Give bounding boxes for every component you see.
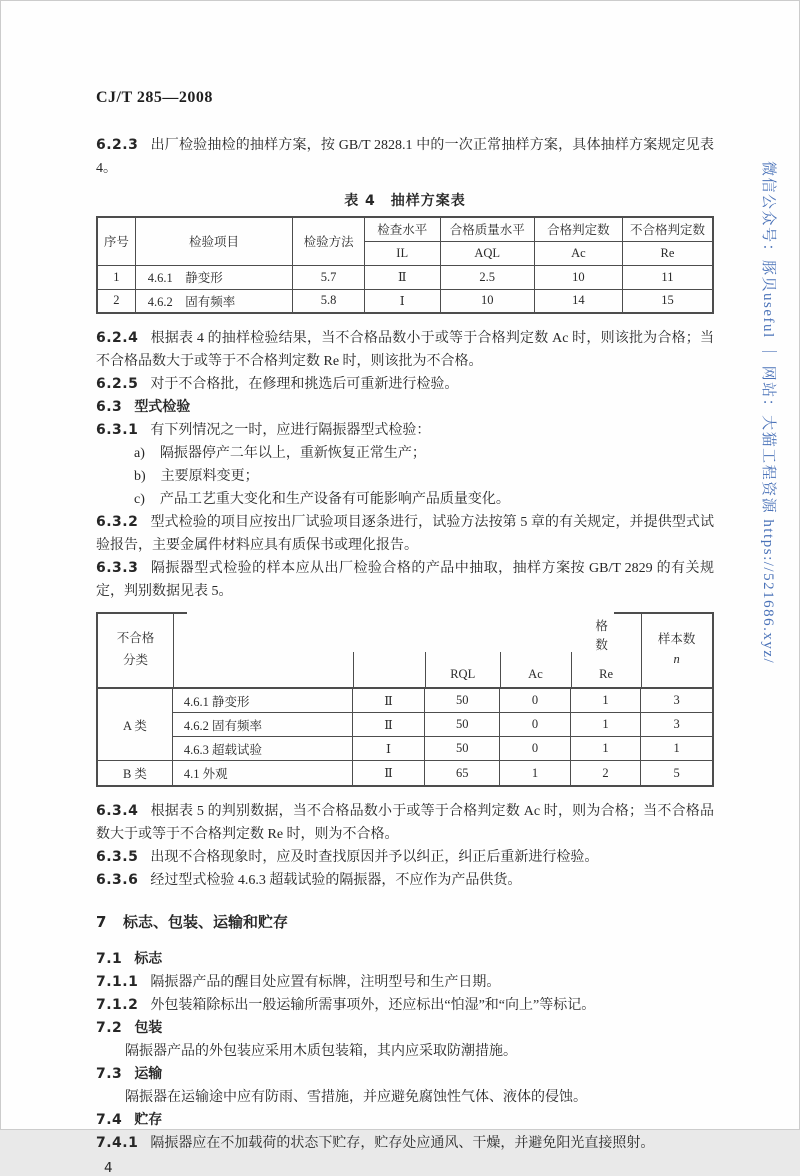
clause-text: 隔振器在运输途中应有防雨、雪措施，并应避免腐蚀性气体、液体的侵蚀。 bbox=[125, 1090, 587, 1105]
table-cell: 65 bbox=[425, 761, 500, 785]
table-cell: 2 bbox=[97, 289, 135, 313]
table4-row bbox=[97, 289, 713, 313]
table-cell: 1 bbox=[641, 737, 712, 761]
clause-6-3-5 bbox=[96, 846, 714, 869]
clause-number: 7.1 bbox=[96, 951, 123, 967]
table-cell: B 类 bbox=[98, 761, 173, 785]
clause-number: 6.2.5 bbox=[96, 376, 139, 392]
table-cell: 3 bbox=[641, 713, 712, 737]
clause-6-2-5 bbox=[96, 373, 714, 396]
table-cell: 2.5 bbox=[440, 265, 534, 289]
table-cell: 3 bbox=[641, 689, 712, 713]
clause-text: 经过型式检验 4.6.3 超载试验的隔振器，不应作为产品供货。 bbox=[150, 873, 522, 888]
clause-7-2-body bbox=[96, 1040, 714, 1063]
table4-header-row1 bbox=[97, 217, 713, 241]
heading-7-2 bbox=[96, 1017, 714, 1040]
table-cell: 1 bbox=[571, 689, 642, 713]
table-cell: Ⅰ bbox=[353, 737, 425, 761]
clause-number: 6.3.1 bbox=[96, 422, 139, 438]
table4-header-cell: 检验方法 bbox=[293, 217, 364, 265]
table4-caption: 表 4 抽样方案表 bbox=[344, 193, 466, 209]
heading-text: 包装 bbox=[134, 1020, 163, 1036]
clause-7-3-body bbox=[96, 1086, 714, 1109]
clause-number: 6.3.4 bbox=[96, 803, 139, 819]
table-cell: 2 bbox=[571, 761, 642, 785]
clause-6-3-6 bbox=[96, 869, 714, 892]
table5-header-category bbox=[98, 627, 173, 671]
item-text: 产品工艺重大变化和生产设备有可能影响产品质量变化。 bbox=[159, 492, 510, 507]
table4-header-cell: 合格判定数 bbox=[534, 217, 622, 241]
table5-header-fragment bbox=[571, 617, 642, 655]
clause-number: 7.3 bbox=[96, 1066, 123, 1082]
clause-number: 6.3.6 bbox=[96, 872, 139, 888]
list-item-a bbox=[96, 442, 714, 465]
clause-6-2-3 bbox=[96, 134, 714, 180]
table5-header-sample-size bbox=[641, 629, 712, 669]
table-cell: 1 bbox=[500, 761, 571, 785]
table-cell: 4.6.3 超载试验 bbox=[173, 737, 353, 761]
heading-7-4 bbox=[96, 1109, 714, 1132]
clause-number: 7.1.1 bbox=[96, 974, 139, 990]
table-cell: 15 bbox=[622, 289, 713, 313]
table4 bbox=[96, 216, 714, 314]
table-cell: Ⅱ bbox=[353, 713, 425, 737]
table-cell: Ⅱ bbox=[353, 689, 425, 713]
clause-number: 6.3.5 bbox=[96, 849, 139, 865]
clause-7-1-2 bbox=[96, 994, 714, 1017]
table5-header bbox=[96, 612, 714, 689]
table-cell: 4.1 外观 bbox=[173, 761, 353, 785]
clause-text: 根据表 4 的抽样检验结果，当不合格品数小于或等于合格判定数 Ac 时，则该批为合格；当不合格品数大于或等于不合格判定数 Re 时，则该批为不合格。 bbox=[96, 331, 714, 369]
table4-row bbox=[97, 265, 713, 289]
page-number: 4 bbox=[104, 1160, 113, 1176]
clause-6-3-4 bbox=[96, 800, 714, 846]
heading-text: 标志 bbox=[134, 951, 163, 967]
heading-text: 标志、包装、运输和贮存 bbox=[122, 913, 288, 931]
clause-text: 对于不合格批，在修理和挑选后可重新进行检验。 bbox=[150, 377, 459, 392]
clause-text: 外包装箱除标出一般运输所需事项外，还应标出“怕湿”和“向上”等标记。 bbox=[150, 998, 596, 1013]
table-cell: 4.6.1 静变形 bbox=[173, 689, 353, 713]
heading-text: 贮存 bbox=[134, 1112, 163, 1128]
heading-text: 型式检验 bbox=[134, 399, 191, 415]
header-line: 格 bbox=[595, 619, 608, 633]
clause-number: 6.3.2 bbox=[96, 514, 139, 530]
table-cell: 4.6.2 固有频率 bbox=[173, 713, 353, 737]
clause-text: 隔振器产品的醒目处应置有标牌，注明型号和生产日期。 bbox=[150, 975, 501, 990]
clause-6-3-3 bbox=[96, 557, 714, 603]
list-item-b bbox=[96, 465, 714, 488]
table5-subheader-rql: RQL bbox=[450, 667, 476, 681]
header-line: 样本数 bbox=[657, 632, 696, 646]
table-cell: 1 bbox=[571, 713, 642, 737]
clause-text: 出现不合格现象时，应及时查找原因并予以纠正，纠正后重新进行检验。 bbox=[150, 850, 599, 865]
heading-6-3 bbox=[96, 396, 714, 419]
heading-7-1 bbox=[96, 948, 714, 971]
table-cell: 50 bbox=[425, 737, 500, 761]
table-cell: Ⅰ bbox=[364, 289, 440, 313]
clause-text: 有下列情况之一时，应进行隔振器型式检验： bbox=[150, 423, 431, 438]
clause-text: 隔振器应在不加载荷的状态下贮存，贮存处应通风、干燥，并避免阳光直接照射。 bbox=[150, 1136, 655, 1151]
clause-number: 6.3 bbox=[96, 399, 123, 415]
clause-number: 7 bbox=[96, 913, 107, 931]
table4-subheader-cell: Ac bbox=[534, 241, 622, 265]
item-label: c) bbox=[134, 492, 145, 507]
clause-text: 隔振器产品的外包装应采用木质包装箱，其内应采取防潮措施。 bbox=[125, 1044, 517, 1059]
table4-subheader-cell: AQL bbox=[440, 241, 534, 265]
table-cell: 10 bbox=[440, 289, 534, 313]
table4-header-cell: 合格质量水平 bbox=[440, 217, 534, 241]
header-line: 数 bbox=[595, 638, 608, 652]
table-cell: 10 bbox=[534, 265, 622, 289]
table4-subheader-cell: Re bbox=[622, 241, 713, 265]
clause-number: 6.2.3 bbox=[96, 137, 139, 153]
table-cell: 14 bbox=[534, 289, 622, 313]
watermark-text: 微信公众号：豚贝useful ｜ 网站：大猫工程资源 https://521686.xyz/ bbox=[760, 161, 776, 665]
table-cell: Ⅱ bbox=[364, 265, 440, 289]
table5-grid-line bbox=[353, 652, 354, 687]
table-cell: 5.7 bbox=[293, 265, 364, 289]
table-cell: 1 bbox=[571, 737, 642, 761]
header-line: n bbox=[673, 652, 680, 666]
clause-number: 7.1.2 bbox=[96, 997, 139, 1013]
item-text: 主要原料变更； bbox=[160, 469, 259, 484]
list-item-c bbox=[96, 488, 714, 511]
table4-header-cell: 不合格判定数 bbox=[622, 217, 713, 241]
clause-7-1-1 bbox=[96, 971, 714, 994]
clause-7-4-1 bbox=[96, 1132, 714, 1155]
table5-grid-line bbox=[173, 612, 174, 687]
table5 bbox=[96, 612, 714, 787]
table-cell: 0 bbox=[500, 689, 571, 713]
clause-text: 隔振器型式检验的样本应从出厂检验合格的产品中抽取，抽样方案按 GB/T 2829 的有关规定，判别数据见表 5。 bbox=[96, 561, 714, 599]
table-cell: 4.6.2 固有频率 bbox=[135, 289, 293, 313]
table-cell: 4.6.1 静变形 bbox=[135, 265, 293, 289]
clause-text: 出厂检验抽检的抽样方案，按 GB/T 2828.1 中的一次正常抽样方案，具体抽样方案规定见表 4。 bbox=[96, 138, 714, 176]
heading-7-3 bbox=[96, 1063, 714, 1086]
header-line: 分类 bbox=[122, 653, 148, 667]
table-cell: A 类 bbox=[98, 689, 173, 761]
table4-header-cell: 序号 bbox=[97, 217, 135, 265]
table-cell: 0 bbox=[500, 737, 571, 761]
table-cell: 50 bbox=[425, 689, 500, 713]
heading-text: 运输 bbox=[134, 1066, 163, 1082]
table-cell: Ⅱ bbox=[353, 761, 425, 785]
clause-6-3-2 bbox=[96, 511, 714, 557]
table-cell: 5.8 bbox=[293, 289, 364, 313]
clause-number: 7.4.1 bbox=[96, 1135, 139, 1151]
header-line: 不合格 bbox=[116, 631, 155, 645]
table5-subheader-re: Re bbox=[599, 667, 614, 681]
item-label: b) bbox=[134, 469, 146, 484]
clause-text: 型式检验的项目应按出厂试验项目逐条进行，试验方法按第 5 章的有关规定，并提供型式试验报告，主要金属件材料应具有质保书或理化报告。 bbox=[96, 515, 714, 553]
clause-6-2-4 bbox=[96, 327, 714, 373]
doc-number: CJ/T 285—2008 bbox=[96, 89, 213, 106]
clause-number: 7.4 bbox=[96, 1112, 123, 1128]
table-cell: 11 bbox=[622, 265, 713, 289]
table-cell: 1 bbox=[97, 265, 135, 289]
table5-subheader-ac: Ac bbox=[528, 667, 543, 681]
clause-6-3-1 bbox=[96, 419, 714, 442]
table5-top-border-right bbox=[614, 612, 712, 614]
item-text: 隔振器停产二年以上，重新恢复正常生产； bbox=[159, 446, 426, 461]
clause-number: 6.3.3 bbox=[96, 560, 139, 576]
clause-number: 6.2.4 bbox=[96, 330, 139, 346]
clause-text: 根据表 5 的判别数据，当不合格品数小于或等于合格判定数 Ac 时，则为合格；当不合格品数大于或等于不合格判定数 Re 时，则为不合格。 bbox=[96, 804, 714, 842]
clause-number: 7.2 bbox=[96, 1020, 123, 1036]
chapter-7-heading bbox=[96, 911, 714, 935]
table5-body bbox=[96, 689, 714, 787]
table4-header-cell: 检查水平 bbox=[364, 217, 440, 241]
table-cell: 50 bbox=[425, 713, 500, 737]
table-cell: 0 bbox=[500, 713, 571, 737]
item-label: a) bbox=[134, 446, 145, 461]
table4-header-cell: 检验项目 bbox=[135, 217, 293, 265]
table-cell: 5 bbox=[673, 765, 680, 780]
page-content bbox=[96, 1, 714, 1176]
table4-subheader-cell: IL bbox=[364, 241, 440, 265]
